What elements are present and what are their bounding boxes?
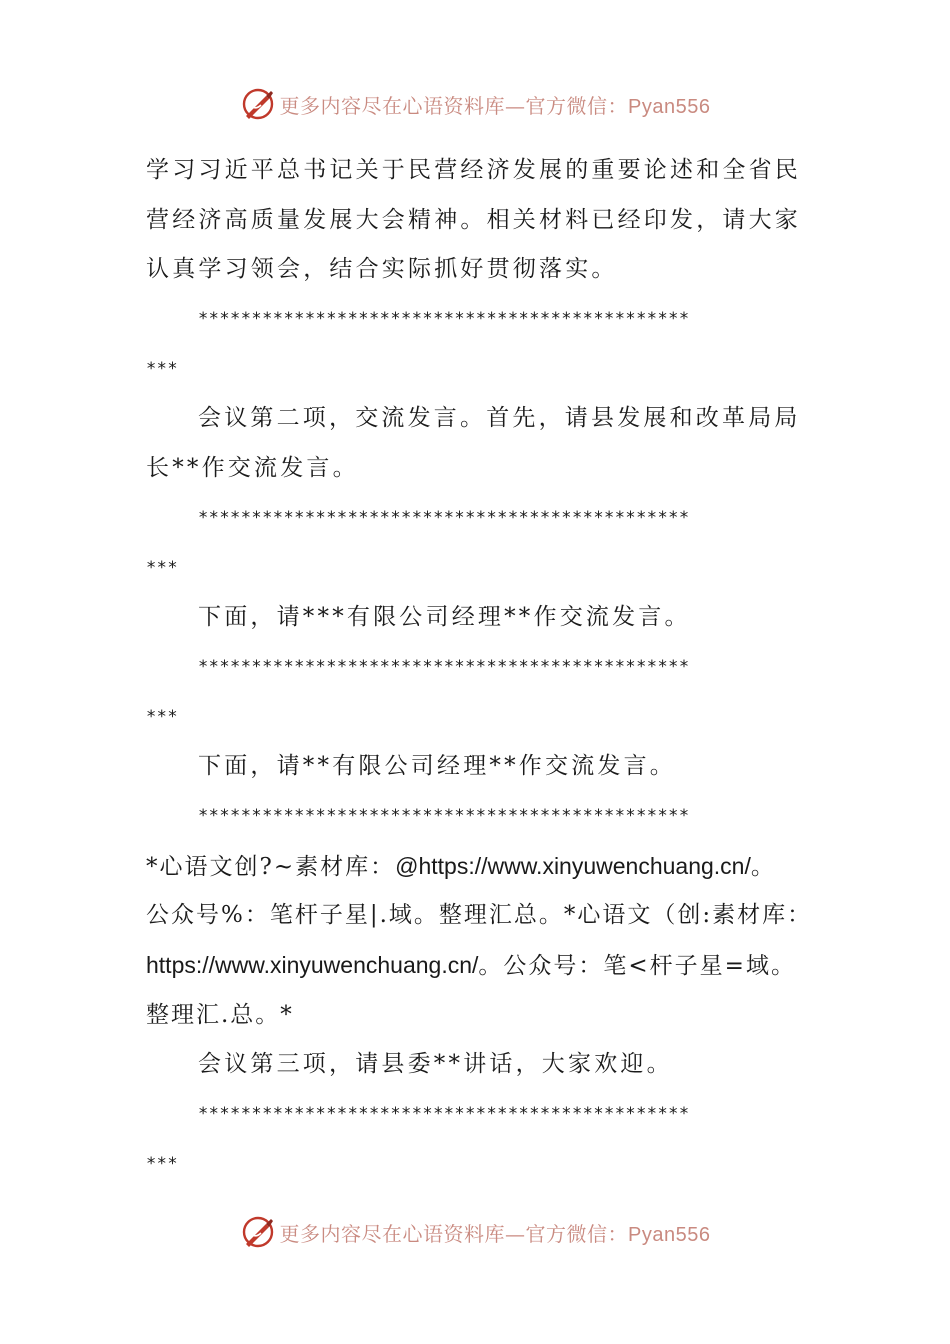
document-body	[146, 146, 814, 1189]
pen-logo-icon	[240, 86, 276, 122]
ad-line: 整理汇.总。*	[146, 1001, 294, 1028]
paragraph-line: 下面，请**有限公司经理**作交流发言。	[198, 753, 676, 780]
source-url: https://www.xinyuwenchuang.cn/	[146, 952, 479, 978]
header-watermark	[0, 84, 950, 124]
watermark-text: 更多内容尽在心语资料库—官方微信：Pyan556	[279, 93, 711, 118]
paragraph-line: 认真学习领会，结合实际抓好贯彻落实。	[146, 256, 618, 283]
redacted-line: ***	[146, 706, 179, 727]
watermark-text: 更多内容尽在心语资料库—官方微信：Pyan556	[279, 1221, 711, 1246]
redacted-line: **********************************************	[198, 1104, 690, 1125]
redacted-line: ***	[146, 1153, 179, 1174]
ad-line: 公众号%：笔杆子星|.域。整理汇总。*心语文（创:素材库：	[146, 902, 813, 929]
paragraph-line: 会议第三项，请县委**讲话，大家欢迎。	[198, 1051, 673, 1078]
redacted-line: ***	[146, 358, 179, 379]
redacted-line: ***	[146, 557, 179, 578]
paragraph-line: 营经济高质量发展大会精神。相关材料已经印发，请大家	[146, 206, 801, 233]
redacted-line: **********************************************	[198, 309, 690, 330]
redacted-line: **********************************************	[198, 805, 690, 826]
pen-logo-icon	[240, 1214, 276, 1250]
redacted-line: **********************************************	[198, 656, 690, 677]
source-url: @https://www.xinyuwenchuang.cn/	[395, 852, 751, 879]
paragraph-line: 长**作交流发言。	[146, 455, 359, 482]
paragraph-line: 学习习近平总书记关于民营经济发展的重要论述和全省民	[146, 157, 801, 183]
redacted-line: **********************************************	[198, 507, 690, 528]
ad-line: *心语文创?~素材库：@https://www.xinyuwenchuang.cn/。	[146, 852, 776, 880]
paragraph-line: 下面，请***有限公司经理**作交流发言。	[198, 604, 691, 631]
ad-line: https://www.xinyuwenchuang.cn/。公众号：笔<杆子星=域。	[146, 952, 796, 979]
paragraph-line: 会议第二项，交流发言。首先，请县发展和改革局局	[198, 405, 801, 432]
footer-watermark	[0, 1212, 950, 1252]
